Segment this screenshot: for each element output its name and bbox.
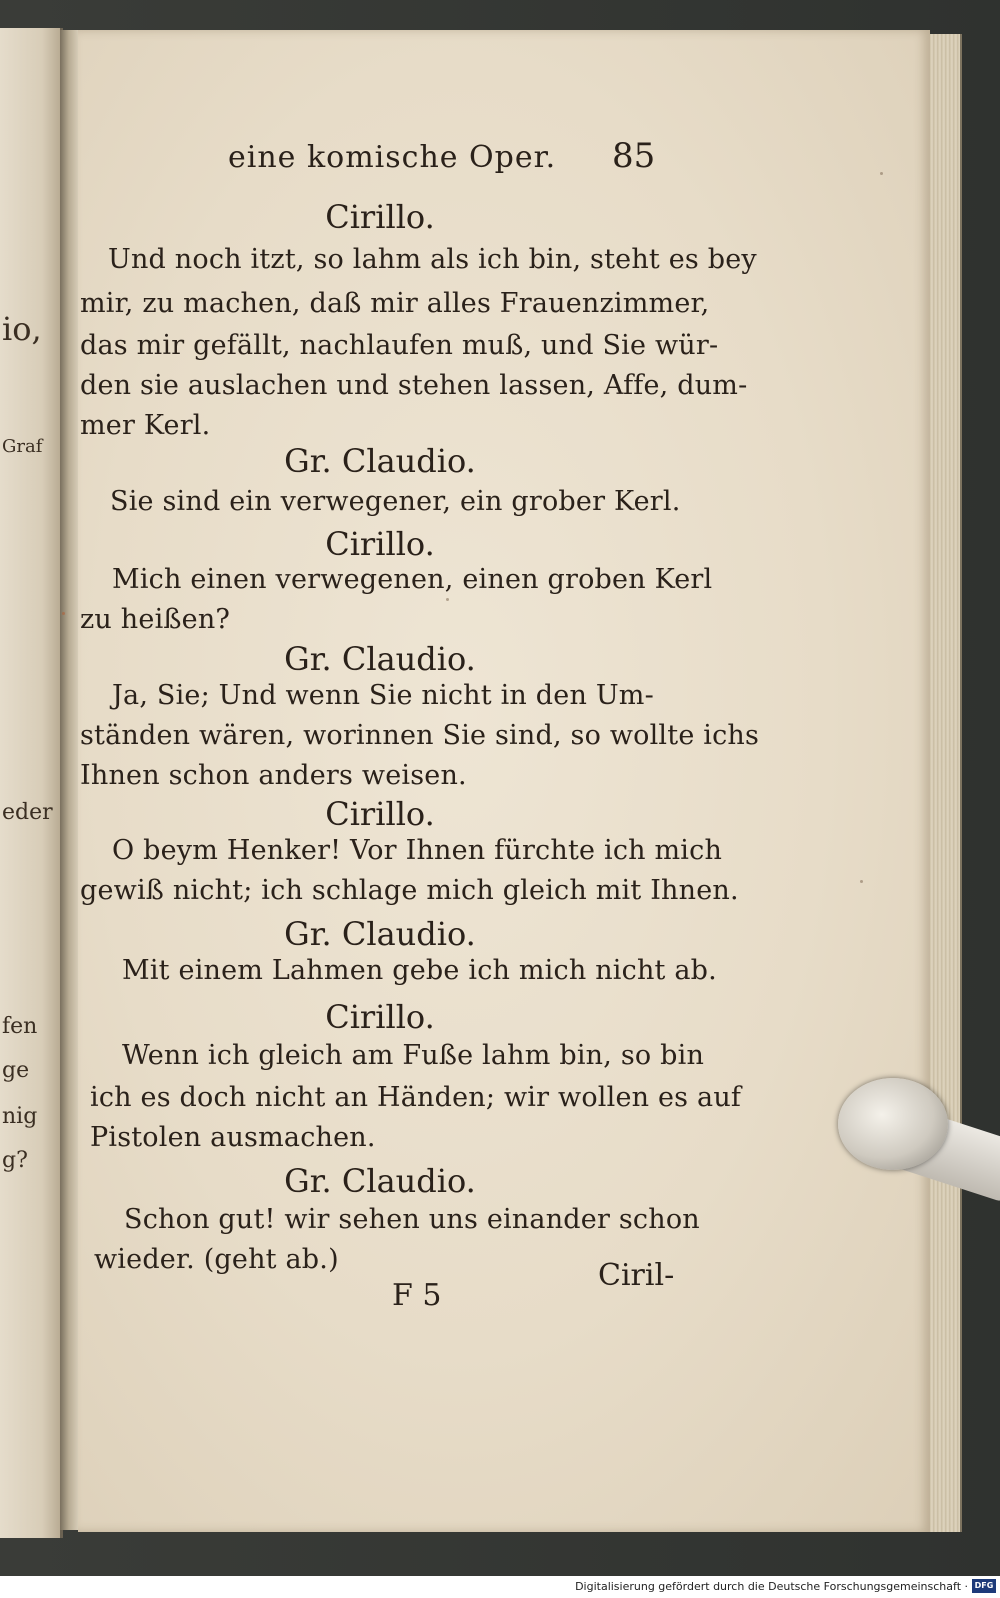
- digitization-credit: Digitalisierung gefördert durch die Deutsche Forschungsgemeinschaft ·: [575, 1580, 968, 1593]
- dialogue-line: Schon gut! wir sehen uns einander schon: [124, 1204, 700, 1235]
- dialogue-line: Pistolen ausmachen.: [90, 1122, 376, 1153]
- speaker-name: Gr. Claudio.: [284, 915, 476, 953]
- dfg-logo: DFG: [972, 1579, 996, 1593]
- dialogue-line: zu heißen?: [80, 604, 231, 635]
- page-clip: [838, 1078, 948, 1170]
- left-page-fragment: nig: [2, 1104, 38, 1129]
- left-page-fragment: fen: [2, 1014, 38, 1039]
- dialogue-line: Mit einem Lahmen gebe ich mich nicht ab.: [122, 955, 717, 986]
- dialogue-line: mir, zu machen, daß mir alles Frauenzimmer,: [80, 288, 710, 319]
- signature-mark: F 5: [392, 1278, 442, 1313]
- paper-speck: [446, 598, 449, 601]
- dialogue-line: Ja, Sie; Und wenn Sie nicht in den Um-: [112, 680, 654, 711]
- paper-speck: [880, 172, 883, 175]
- left-page-fragment: Graf: [2, 436, 43, 457]
- page-number: 85: [612, 136, 656, 176]
- speaker-name: Gr. Claudio.: [284, 1162, 476, 1200]
- left-page-fragment: g?: [2, 1148, 28, 1173]
- dialogue-line: mer Kerl.: [80, 410, 211, 441]
- dialogue-line: gewiß nicht; ich schlage mich gleich mit Ihnen.: [80, 875, 739, 906]
- left-page-fragment: io,: [2, 310, 42, 348]
- dialogue-line: wieder. (geht ab.): [94, 1244, 339, 1275]
- paper-speck: [62, 612, 65, 615]
- dialogue-line: ich es doch nicht an Händen; wir wollen es auf: [90, 1082, 742, 1113]
- left-page-fragment: ge: [2, 1058, 30, 1083]
- speaker-name: Gr. Claudio.: [284, 442, 476, 480]
- previous-page-sliver: [0, 28, 63, 1538]
- running-title: eine komische Oper.: [228, 140, 557, 175]
- speaker-name: Cirillo.: [325, 198, 435, 236]
- dialogue-line: Sie sind ein verwegener, ein grober Kerl.: [110, 486, 681, 517]
- dialogue-line: Wenn ich gleich am Fuße lahm bin, so bin: [122, 1040, 705, 1071]
- paper-speck: [860, 880, 863, 883]
- dialogue-line: Mich einen verwegenen, einen groben Kerl: [112, 564, 713, 595]
- speaker-name: Cirillo.: [325, 795, 435, 833]
- speaker-name: Cirillo.: [325, 998, 435, 1036]
- dialogue-line: das mir gefällt, nachlaufen muß, und Sie wür-: [80, 330, 719, 361]
- page-edges: [930, 34, 962, 1532]
- speaker-name: Gr. Claudio.: [284, 640, 476, 678]
- dialogue-line: Ihnen schon anders weisen.: [80, 760, 467, 791]
- left-page-fragment: eder: [2, 800, 53, 825]
- dialogue-line: O beym Henker! Vor Ihnen fürchte ich mich: [112, 835, 723, 866]
- dialogue-line: ständen wären, worinnen Sie sind, so wollte ichs: [80, 720, 760, 751]
- dialogue-line: Und noch itzt, so lahm als ich bin, steht es bey: [108, 244, 757, 275]
- speaker-name: Cirillo.: [325, 525, 435, 563]
- catchword: Ciril-: [598, 1258, 675, 1293]
- dialogue-line: den sie auslachen und stehen lassen, Affe, dum-: [80, 370, 748, 401]
